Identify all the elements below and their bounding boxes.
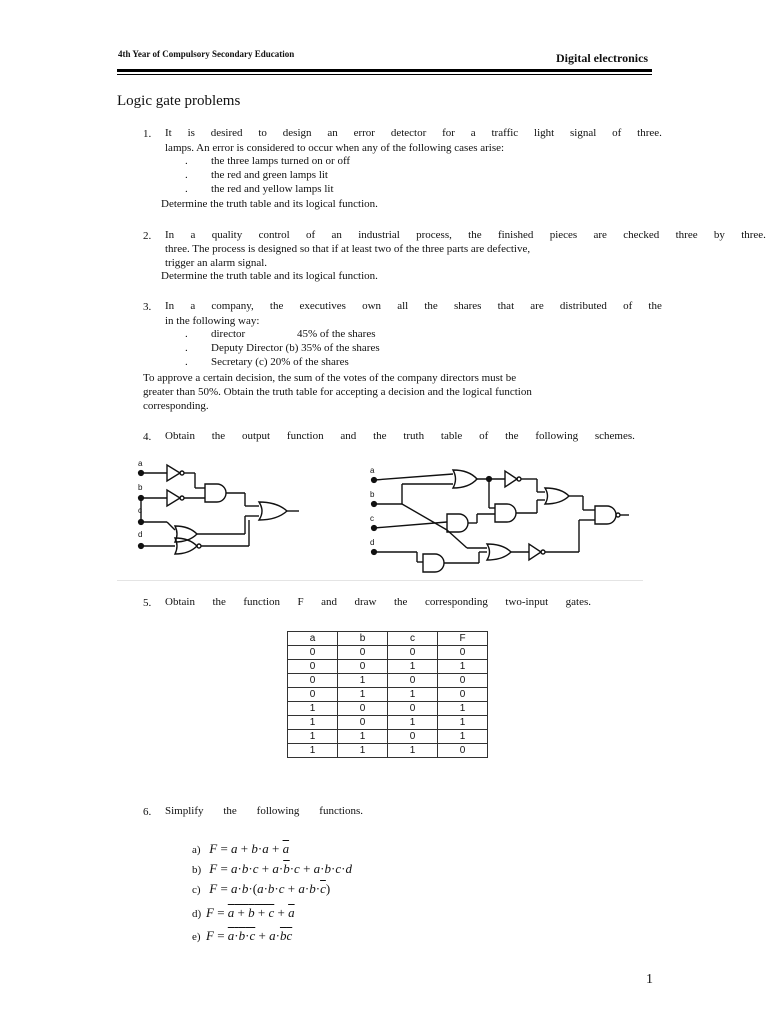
problem-6-line1 (165, 805, 363, 817)
word: industrial (358, 229, 400, 241)
truth-table-cell: 1 (288, 730, 338, 744)
problem-4-line1 (165, 430, 635, 442)
problem-5-number: 5. (143, 597, 152, 609)
problem-3-line2: in the following way: (165, 315, 260, 327)
header-rule (117, 69, 652, 72)
svg-text:d: d (138, 530, 143, 539)
problem-2-line2: three. The process is designed so that if at least two of the three parts are defective, (165, 243, 531, 255)
problem-1-bullet: . the red and yellow lamps lit (185, 183, 334, 195)
svg-text:a: a (138, 459, 143, 468)
word: light (534, 127, 555, 139)
word: are (530, 300, 544, 312)
truth-table-cell: 1 (438, 702, 488, 716)
problem-2-number: 2. (143, 230, 152, 242)
word: of (306, 229, 316, 241)
svg-text:b: b (370, 490, 375, 499)
truth-table-cell: 0 (388, 730, 438, 744)
word: process, (416, 229, 452, 241)
equation-b: b) $F = a\cdot b\cdot c + a\cdot\overline{b}\cdot c + a\cdot b\cdot c\cdot d$ (192, 861, 352, 876)
problem-5-line1 (165, 596, 591, 608)
truth-table-cell: 0 (288, 674, 338, 688)
word: of (479, 430, 489, 442)
equation-c: c) $F = a\cdot b\cdot(a\cdot b\cdot c + a\cdot b\cdot\overline{c})$ (192, 881, 331, 896)
truth-table-cell: 0 (438, 646, 488, 660)
problem-6-number: 6. (143, 806, 152, 818)
truth-table-cell: 0 (338, 646, 388, 660)
word: traffic (491, 127, 519, 139)
truth-table-cell: 1 (338, 730, 388, 744)
word: the (424, 300, 438, 312)
word: function (286, 430, 324, 442)
equation-d: d) $F = a + b + c + \overline{a}$ (192, 905, 295, 920)
word: functions. (319, 805, 363, 817)
svg-text:a: a (370, 466, 375, 475)
problem-1-line2: lamps. An error is considered to occur when any of the following cases arise: (165, 142, 505, 154)
problem-1-bullet: . the three lamps turned on or off (185, 155, 351, 167)
word: the (505, 430, 519, 442)
word: by (713, 229, 725, 241)
truth-table-cell: 0 (288, 660, 338, 674)
svg-text:b: b (138, 483, 143, 492)
truth-table-cell: 1 (438, 730, 488, 744)
word: and (340, 430, 357, 442)
problem-2-line1 (165, 229, 766, 241)
word: draw (354, 596, 377, 608)
truth-table-cell: 0 (338, 702, 388, 716)
truth-table-cell: 1 (388, 660, 438, 674)
header-course: 4th Year of Compulsory Secondary Education (118, 49, 295, 59)
word: of (623, 300, 633, 312)
word: design (282, 127, 312, 139)
problem-2-footer: Determine the truth table and its logical function. (161, 270, 378, 282)
word: three. (741, 229, 766, 241)
word: is (187, 127, 195, 139)
word: Simplify (165, 805, 204, 817)
equation-e: e) F = a·b·c + a·bc (192, 928, 293, 943)
word: of (612, 127, 622, 139)
word: company, (211, 300, 254, 312)
word: truth (403, 430, 425, 442)
problem-3-para-line: To approve a certain decision, the sum of the votes of the company directors must be (143, 372, 517, 384)
truth-table-cell: 0 (438, 674, 488, 688)
truth-table-cell: 0 (338, 716, 388, 730)
word: following (535, 430, 579, 442)
truth-table-cell: 1 (388, 688, 438, 702)
truth-table-cell: 1 (388, 744, 438, 758)
problem-3-para-line: greater than 50%. Obtain the truth table for accepting a decision and the logical function (143, 386, 532, 398)
truth-table-cell: 0 (438, 744, 488, 758)
truth-table-cell: 0 (388, 674, 438, 688)
truth-table-row (288, 688, 488, 702)
truth-table-cell: 0 (288, 688, 338, 702)
word: checked (623, 229, 660, 241)
word: corresponding (424, 596, 488, 608)
word: the (269, 300, 284, 312)
truth-table-cell: 0 (388, 702, 438, 716)
problem-4-number: 4. (143, 431, 152, 443)
word: In (165, 229, 175, 241)
problem-3-bullet: . Secretary (c) 20% of the shares (185, 356, 349, 368)
word: are (593, 229, 607, 241)
truth-table-cell: 1 (338, 744, 388, 758)
problem-3-bullet: . Deputy Director (b) 35% of the shares (185, 342, 380, 354)
word: output (242, 430, 271, 442)
truth-table-cell: 1 (438, 660, 488, 674)
word: desired (210, 127, 243, 139)
truth-table-row (288, 730, 488, 744)
truth-table-cell: 0 (288, 646, 338, 660)
truth-table-cell: 0 (438, 688, 488, 702)
truth-table-cell: 0 (338, 660, 388, 674)
truth-table-header-row (288, 632, 488, 646)
word: finished (497, 229, 534, 241)
word: a (190, 229, 196, 241)
word: detector (390, 127, 427, 139)
word: F (297, 596, 304, 608)
word: control (258, 229, 290, 241)
word: executives (299, 300, 346, 312)
truth-table-cell: 1 (288, 744, 338, 758)
word: the (394, 596, 408, 608)
word: function (243, 596, 281, 608)
equation-a: a) $F = a + b\cdot a + \overline{a}$ (192, 841, 290, 856)
problem-3-bullet: . director 45% of the shares (185, 328, 376, 340)
word: schemes. (594, 430, 635, 442)
word: table (440, 430, 463, 442)
truth-table-row (288, 660, 488, 674)
truth-table-cell: 1 (338, 674, 388, 688)
word: three. (637, 127, 662, 139)
word: Obtain (165, 596, 195, 608)
svg-text:c: c (370, 514, 374, 523)
word: that (497, 300, 515, 312)
problem-3-number: 3. (143, 301, 152, 313)
truth-table-header: a (288, 632, 338, 646)
truth-table-row (288, 716, 488, 730)
word: to (258, 127, 267, 139)
word: the (373, 430, 387, 442)
word: gates. (565, 596, 591, 608)
truth-table-cell: 1 (388, 716, 438, 730)
header-subject: Digital electronics (556, 51, 649, 65)
truth-table-row (288, 702, 488, 716)
word: all (397, 300, 409, 312)
svg-text:d: d (370, 538, 375, 547)
word: a (470, 127, 476, 139)
word: the (648, 300, 662, 312)
word: signal (570, 127, 597, 139)
word: the (212, 596, 226, 608)
truth-table-row (288, 646, 488, 660)
word: the (211, 430, 226, 442)
problem-1-bullet: . the red and green lamps lit (185, 169, 328, 181)
word: the (223, 805, 237, 817)
truth-table-header: b (338, 632, 388, 646)
word: shares (453, 300, 482, 312)
header-rule-thin (117, 74, 652, 75)
problem-1-footer: Determine the truth table and its logical function. (161, 198, 378, 210)
page-title: Logic gate problems (117, 93, 241, 109)
word: quality (211, 229, 243, 241)
truth-table-header: c (388, 632, 438, 646)
word: and (321, 596, 338, 608)
word: own (362, 300, 382, 312)
svg-text:c: c (138, 506, 142, 515)
word: error (353, 127, 375, 139)
word: following (256, 805, 300, 817)
problem-1-number: 1. (143, 128, 152, 140)
section-divider (117, 580, 643, 581)
word: pieces (549, 229, 578, 241)
truth-table-cell: 1 (288, 702, 338, 716)
page-number: 1 (646, 972, 653, 987)
word: Obtain (165, 430, 195, 442)
word: for (442, 127, 455, 139)
word: distributed (559, 300, 607, 312)
word: three (675, 229, 698, 241)
problem-2-line3: trigger an alarm signal. (165, 257, 268, 269)
word: an (331, 229, 342, 241)
word: two-input (505, 596, 549, 608)
word: an (327, 127, 338, 139)
truth-table-cell: 1 (438, 716, 488, 730)
truth-table-row (288, 674, 488, 688)
word: the (468, 229, 482, 241)
truth-table-cell: 0 (388, 646, 438, 660)
truth-table (287, 631, 488, 758)
problem-3-para-line: corresponding. (143, 400, 209, 412)
word: a (190, 300, 196, 312)
truth-table-cell: 1 (338, 688, 388, 702)
truth-table-header: F (438, 632, 488, 646)
logic-circuit-diagrams (117, 452, 643, 580)
word: In (165, 300, 175, 312)
problem-3-line1 (165, 300, 662, 312)
truth-table-cell: 1 (288, 716, 338, 730)
word: It (165, 127, 172, 139)
problem-1-line1 (165, 127, 662, 139)
truth-table-row (288, 744, 488, 758)
